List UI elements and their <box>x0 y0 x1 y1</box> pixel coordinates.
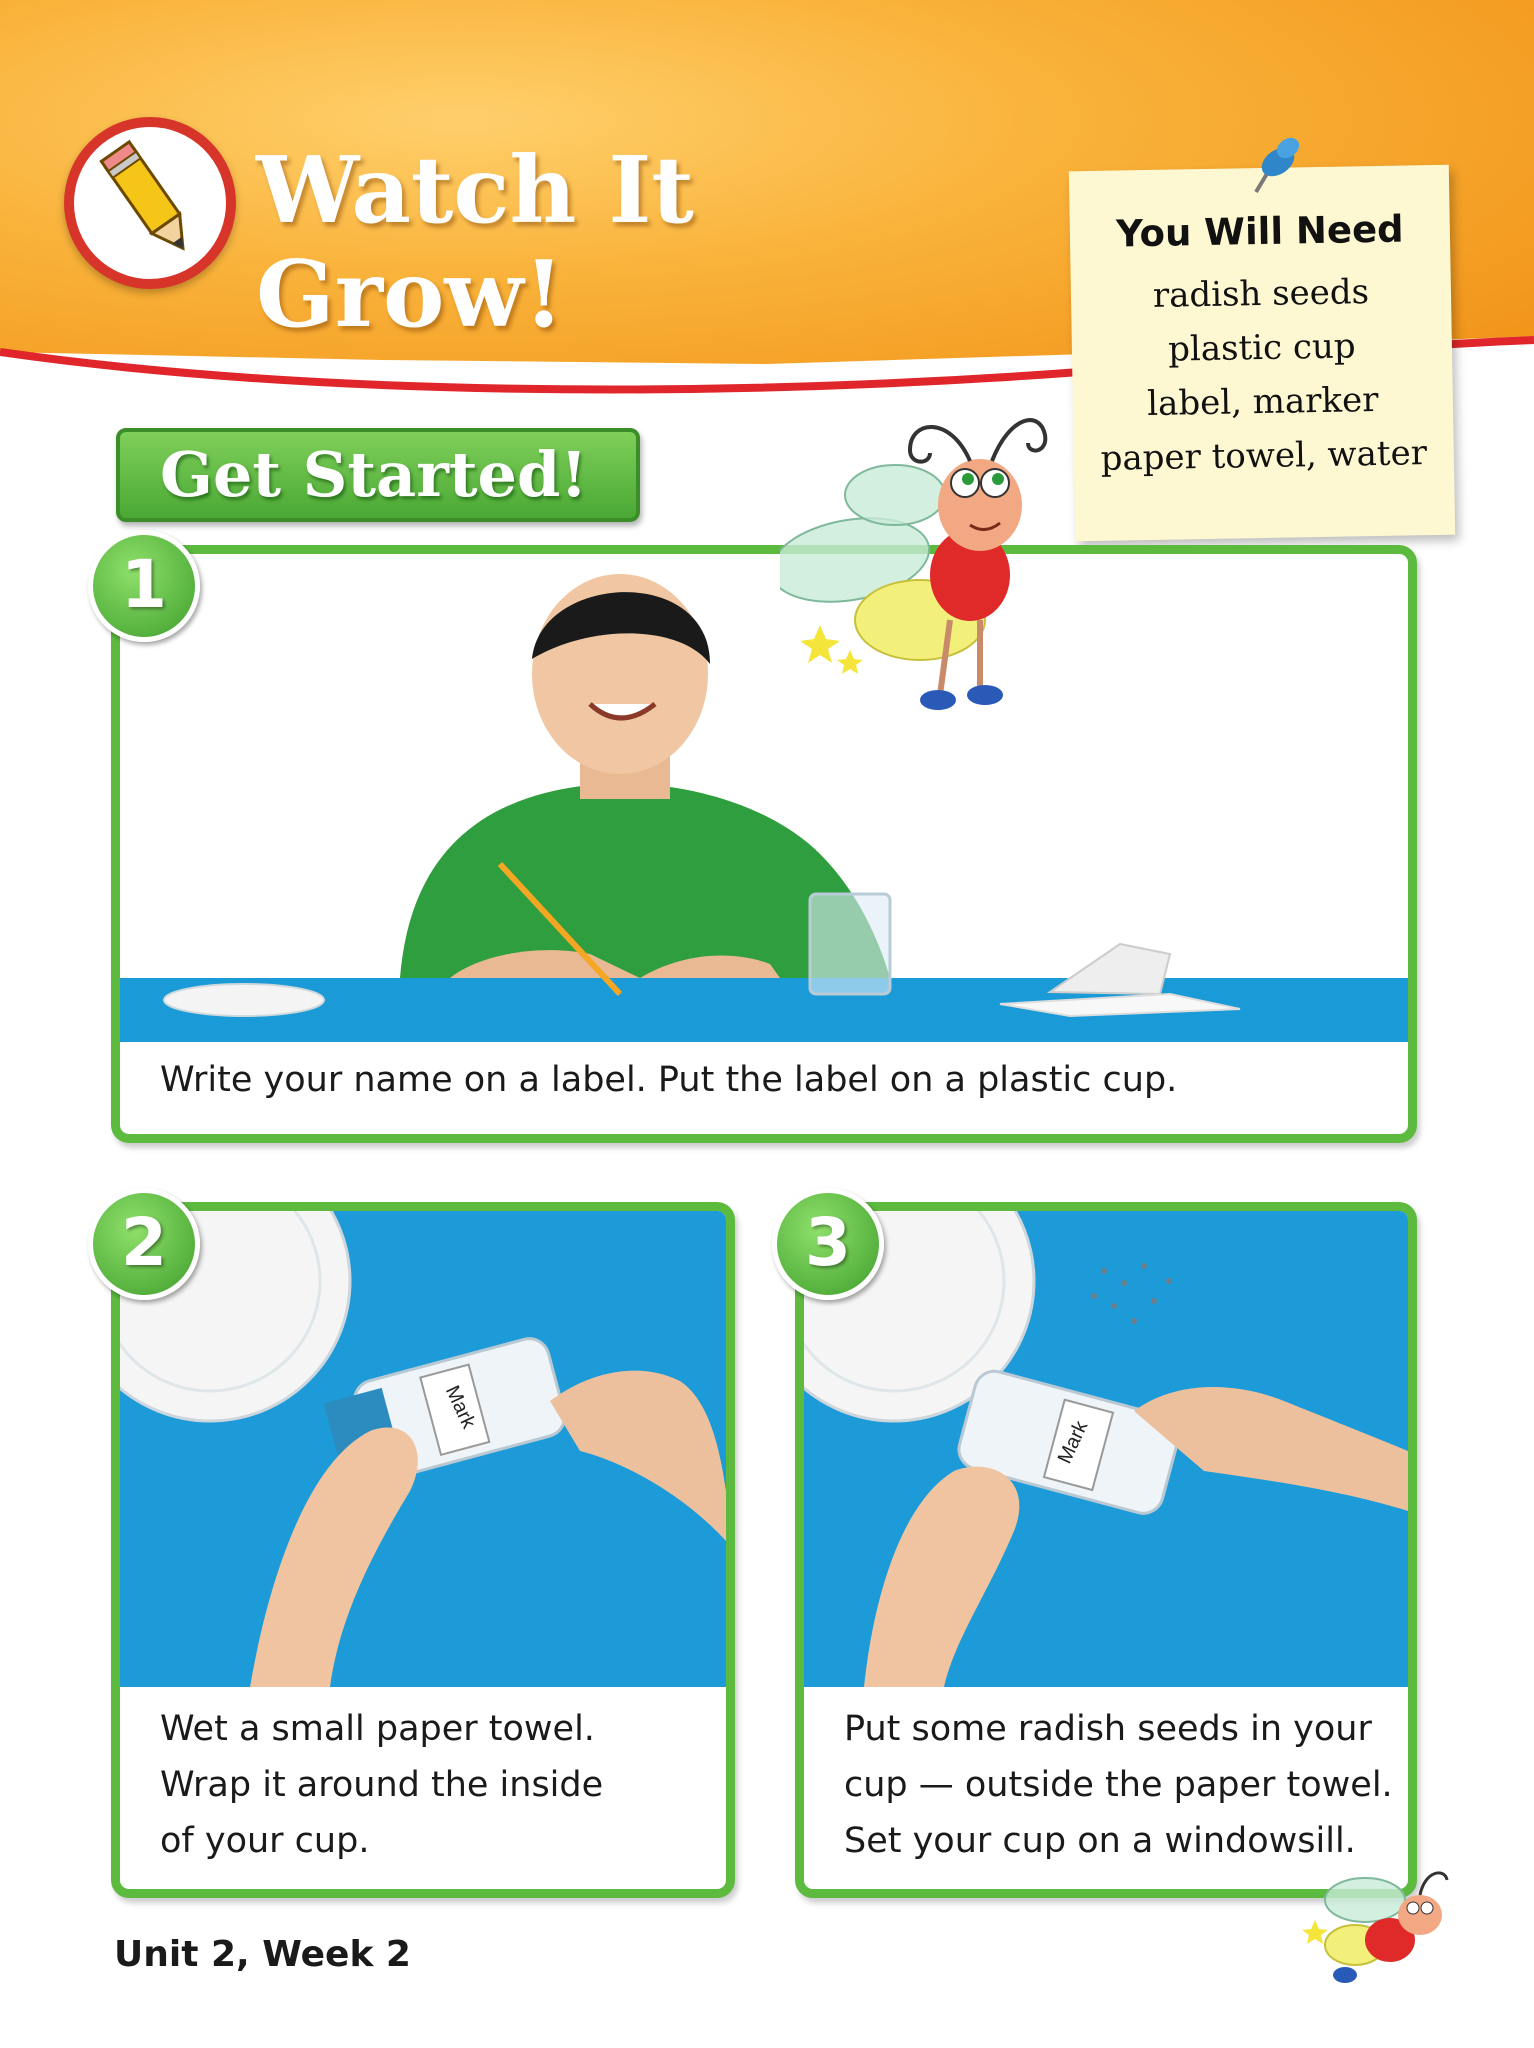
supplies-note <box>1069 165 1455 542</box>
step-1-badge: 1 <box>88 530 200 642</box>
step-2-cup-label: Mark <box>440 1382 480 1432</box>
pencil-icon <box>74 127 226 279</box>
supplies-heading: You Will Need <box>1115 207 1404 256</box>
page-title-line-2: Grow! <box>256 240 564 348</box>
step-1-caption <box>160 1052 1380 1108</box>
caption-line: Wet a small paper towel. <box>160 1709 595 1749</box>
supply-item: paper towel, water <box>1100 433 1428 479</box>
caption-line: of your cup. <box>160 1821 370 1861</box>
get-started-banner: Get Started! <box>116 428 640 522</box>
step-3-card <box>795 1202 1417 1898</box>
footer-unit-label: Unit 2, Week 2 <box>114 1934 411 1975</box>
step-2-caption <box>160 1701 720 1869</box>
caption-line: cup — outside the paper towel. <box>844 1765 1393 1805</box>
step-3-caption <box>844 1701 1404 1869</box>
step-2-badge: 2 <box>88 1188 200 1300</box>
caption-line: Wrap it around the inside <box>160 1765 604 1805</box>
pencil-badge <box>64 117 236 289</box>
step-3-badge: 3 <box>772 1188 884 1300</box>
pushpin-icon <box>1238 128 1310 200</box>
small-firefly-icon <box>1295 1860 1465 1990</box>
step-3-photo <box>804 1211 1408 1687</box>
supply-item: radish seeds <box>1152 272 1370 316</box>
step-2-photo <box>120 1211 726 1687</box>
step-1-card <box>111 545 1417 1143</box>
supply-item: plastic cup <box>1167 326 1356 370</box>
step-1-photo <box>120 554 1408 1042</box>
caption-line: Put some radish seeds in your <box>844 1709 1372 1749</box>
page-title-line-1: Watch It <box>256 136 694 244</box>
caption-line: Set your cup on a windowsill. <box>844 1821 1356 1861</box>
firefly-mascot-icon <box>780 395 1080 745</box>
supplies-list <box>1071 264 1455 487</box>
caption-line: Write your name on a label. Put the label on a plastic cup. <box>160 1060 1178 1100</box>
step-2-card <box>111 1202 735 1898</box>
supply-item: label, marker <box>1146 379 1379 425</box>
page-title <box>256 138 816 346</box>
step-3-cup-label: Mark <box>1053 1417 1093 1468</box>
